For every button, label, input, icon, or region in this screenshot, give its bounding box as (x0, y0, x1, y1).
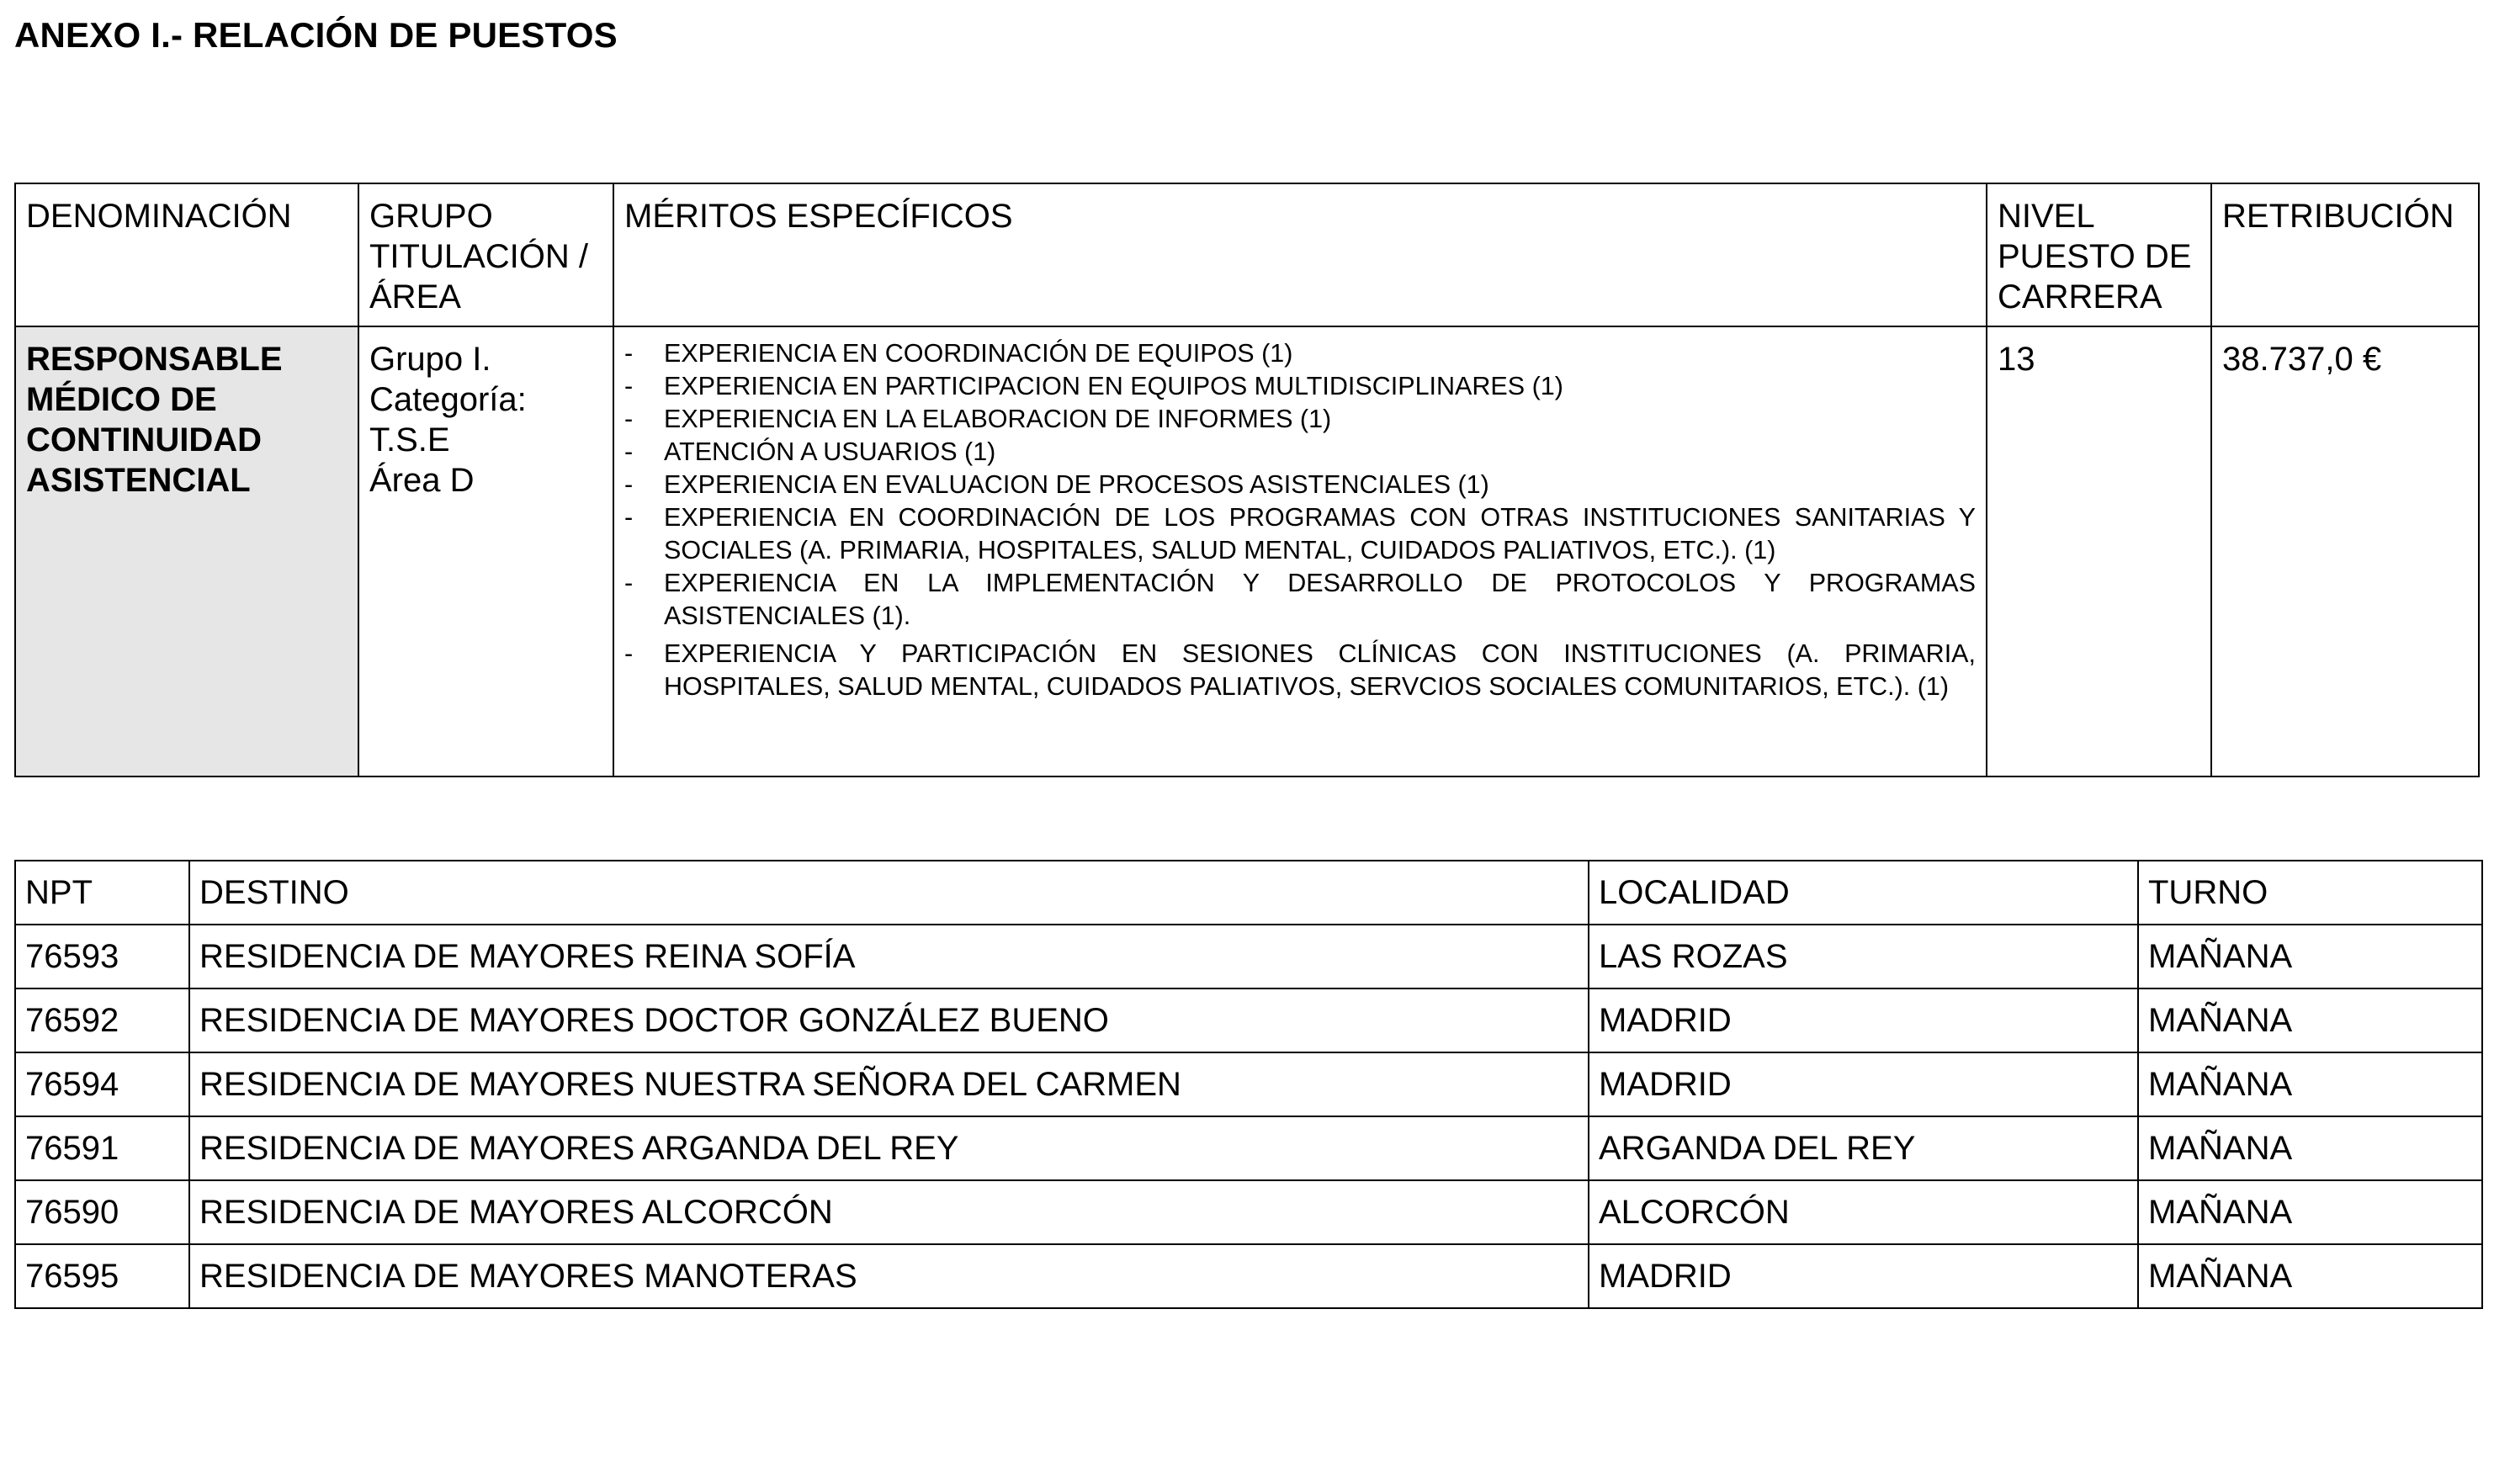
bullet-dash: - (624, 339, 634, 368)
header-grupo: GRUPO TITULACIÓN / ÁREA (358, 183, 613, 326)
header-meritos: MÉRITOS ESPECÍFICOS (613, 183, 1987, 326)
turno-cell: MAÑANA (2138, 1244, 2482, 1308)
grupo-line: Categoría: (369, 381, 527, 418)
table-row (15, 925, 2482, 988)
localidad-cell: ARGANDA DEL REY (1589, 1116, 2138, 1180)
merito-text: EXPERIENCIA EN COORDINACIÓN DE LOS PROGRAMAS CON OTRAS INSTITUCIONES SANITARIAS Y SOCIALES (A. PRIMARIA, HOSPITALES, SALUD MENTAL, CUIDADOS PALIATIVOS, ETC.). (1) (664, 503, 1976, 564)
header-nivel: NIVEL PUESTO DE CARRERA (1987, 183, 2211, 326)
destino-cell: RESIDENCIA DE MAYORES ALCORCÓN (189, 1180, 1589, 1244)
merito-item (624, 501, 1976, 567)
header-denominacion: DENOMINACIÓN (15, 183, 358, 326)
merito-text: EXPERIENCIA EN LA ELABORACION DE INFORMES (1) (664, 405, 1332, 433)
grupo-line: Grupo I. (369, 341, 491, 378)
merito-text: EXPERIENCIA EN LA IMPLEMENTACIÓN Y DESARROLLO DE PROTOCOLOS Y PROGRAMAS ASISTENCIALES (1). (664, 569, 1976, 630)
destinos-table (14, 860, 2483, 1309)
localidad-cell: MADRID (1589, 1052, 2138, 1116)
bullet-dash: - (624, 639, 634, 668)
bullet-dash: - (624, 569, 634, 597)
retribucion-cell: 38.737,0 € (2211, 326, 2479, 776)
bullet-dash: - (624, 405, 634, 433)
bullet-dash: - (624, 372, 634, 400)
turno-cell: MAÑANA (2138, 988, 2482, 1052)
nivel-cell: 13 (1987, 326, 2211, 776)
localidad-cell: MADRID (1589, 988, 2138, 1052)
merito-item (624, 469, 1976, 501)
merito-item (624, 370, 1976, 403)
turno-cell: MAÑANA (2138, 925, 2482, 988)
table-row (15, 988, 2482, 1052)
npt-cell: 76594 (15, 1052, 189, 1116)
merito-text: EXPERIENCIA EN COORDINACIÓN DE EQUIPOS (1) (664, 339, 1293, 368)
grupo-cell (358, 326, 613, 776)
merito-text: EXPERIENCIA EN PARTICIPACION EN EQUIPOS MULTIDISCIPLINARES (1) (664, 372, 1563, 400)
grupo-line: T.S.E (369, 421, 450, 458)
table-row (15, 1116, 2482, 1180)
header-npt: NPT (15, 861, 189, 925)
destino-cell: RESIDENCIA DE MAYORES MANOTERAS (189, 1244, 1589, 1308)
meritos-cell (613, 326, 1987, 776)
npt-cell: 76595 (15, 1244, 189, 1308)
turno-cell: MAÑANA (2138, 1180, 2482, 1244)
table-row (15, 1052, 2482, 1116)
merito-item (624, 638, 1976, 703)
header-turno: TURNO (2138, 861, 2482, 925)
bullet-dash: - (624, 503, 634, 532)
table-row (15, 1244, 2482, 1308)
grupo-line: Área D (369, 462, 475, 499)
puesto-table (14, 183, 2480, 777)
merito-item (624, 403, 1976, 436)
header-localidad: LOCALIDAD (1589, 861, 2138, 925)
npt-cell: 76590 (15, 1180, 189, 1244)
npt-cell: 76592 (15, 988, 189, 1052)
localidad-cell: ALCORCÓN (1589, 1180, 2138, 1244)
turno-cell: MAÑANA (2138, 1052, 2482, 1116)
destinos-header-row (15, 861, 2482, 925)
denominacion-cell: RESPONSABLE MÉDICO DE CONTINUIDAD ASISTENCIAL (15, 326, 358, 776)
merito-text: EXPERIENCIA EN EVALUACION DE PROCESOS ASISTENCIALES (1) (664, 470, 1489, 499)
merito-text: EXPERIENCIA Y PARTICIPACIÓN EN SESIONES CLÍNICAS CON INSTITUCIONES (A. PRIMARIA, HOSPITALES, SALUD MENTAL, CUIDADOS PALIATIVOS, SERVCIOS SOCIALES COMUNITARIOS, ETC.). (1) (664, 639, 1976, 701)
bullet-dash: - (624, 437, 634, 466)
meritos-list (624, 337, 1976, 703)
destino-cell: RESIDENCIA DE MAYORES NUESTRA SEÑORA DEL CARMEN (189, 1052, 1589, 1116)
destino-cell: RESIDENCIA DE MAYORES ARGANDA DEL REY (189, 1116, 1589, 1180)
table-row (15, 1180, 2482, 1244)
localidad-cell: LAS ROZAS (1589, 925, 2138, 988)
merito-text: ATENCIÓN A USUARIOS (1) (664, 437, 996, 466)
header-retribucion: RETRIBUCIÓN (2211, 183, 2479, 326)
puesto-data-row (15, 326, 2479, 776)
localidad-cell: MADRID (1589, 1244, 2138, 1308)
merito-item (624, 567, 1976, 633)
turno-cell: MAÑANA (2138, 1116, 2482, 1180)
page-title: ANEXO I.- RELACIÓN DE PUESTOS (14, 15, 618, 55)
merito-item (624, 436, 1976, 469)
npt-cell: 76593 (15, 925, 189, 988)
destino-cell: RESIDENCIA DE MAYORES DOCTOR GONZÁLEZ BUENO (189, 988, 1589, 1052)
destino-cell: RESIDENCIA DE MAYORES REINA SOFÍA (189, 925, 1589, 988)
bullet-dash: - (624, 470, 634, 499)
puesto-header-row (15, 183, 2479, 326)
merito-item (624, 337, 1976, 370)
npt-cell: 76591 (15, 1116, 189, 1180)
header-destino: DESTINO (189, 861, 1589, 925)
